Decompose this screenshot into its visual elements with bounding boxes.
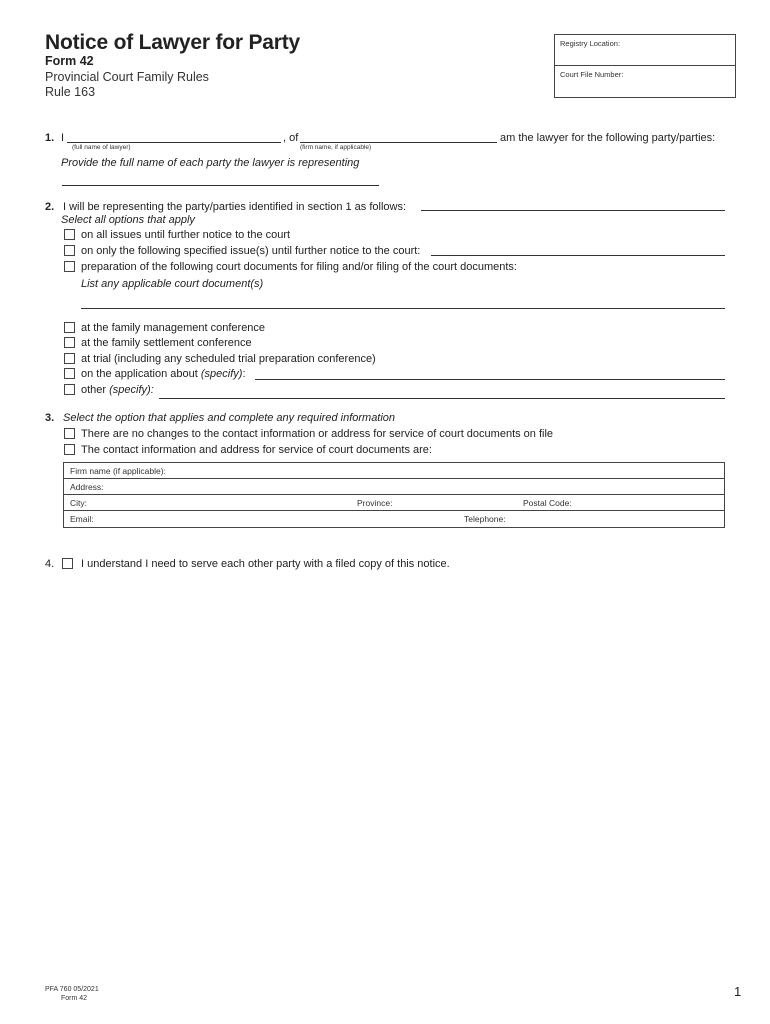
lawyer-name-caption: (full name of lawyer) [72, 144, 131, 151]
city-row[interactable] [64, 495, 724, 511]
postal-code-label: Postal Code: [523, 498, 572, 508]
settlement-conference-checkbox[interactable] [64, 337, 75, 348]
application-label: on the application about (specify): [81, 368, 246, 380]
section-1-number: 1. [45, 132, 55, 144]
telephone-label: Telephone: [464, 514, 506, 524]
address-label: Address: [70, 482, 104, 492]
contact-info-table [63, 462, 725, 528]
footer-code: PFA 760 05/2021 [45, 986, 99, 993]
other-label: other (specify): [81, 384, 154, 396]
specified-issues-checkbox[interactable] [64, 245, 75, 256]
management-conference-checkbox[interactable] [64, 322, 75, 333]
section-1-of: , of [283, 132, 299, 144]
section-1-lead: I [61, 132, 65, 144]
other-checkbox[interactable] [64, 384, 75, 395]
section-2-text: I will be representing the party/parties identified in section 1 as follows: [63, 201, 407, 213]
lawyer-name-field[interactable] [67, 131, 281, 143]
court-documents-label: preparation of the following court documents for filing and/or filing of the court documents: [81, 261, 517, 273]
section-2-field[interactable] [421, 199, 725, 211]
court-documents-checkbox[interactable] [64, 261, 75, 272]
trial-checkbox[interactable] [64, 353, 75, 364]
section-1-instruction: Provide the full name of each party the lawyer is representing [61, 157, 360, 169]
all-issues-label: on all issues until further notice to the court [81, 229, 291, 241]
registry-box [554, 34, 736, 98]
section-3-number: 3. [45, 412, 55, 424]
court-documents-instruction: List any applicable court document(s) [81, 278, 264, 290]
other-field[interactable] [159, 387, 725, 399]
registry-location-field[interactable]: Registry Location: [555, 35, 735, 66]
address-row[interactable] [64, 479, 724, 495]
contact-info-label: The contact information and address for service of court documents are: [81, 444, 432, 456]
management-conference-label: at the family management conference [81, 322, 266, 334]
form-subtitle: Provincial Court Family Rules [45, 70, 209, 84]
firm-name-label: Firm name (if applicable): [70, 466, 166, 476]
city-label: City: [70, 498, 87, 508]
form-number: Form 42 [45, 54, 94, 68]
firm-name-field[interactable] [300, 131, 497, 143]
court-file-number-field[interactable]: Court File Number: [560, 70, 624, 79]
section-1-tail: am the lawyer for the following party/parties: [500, 132, 716, 144]
serve-notice-label: I understand I need to serve each other party with a filed copy of this notice. [81, 558, 450, 570]
contact-info-checkbox[interactable] [64, 444, 75, 455]
application-field[interactable] [255, 368, 725, 380]
no-changes-label: There are no changes to the contact information or address for service of court documents on file [81, 428, 554, 440]
specified-issues-field[interactable] [431, 244, 725, 256]
form-rule: Rule 163 [45, 85, 96, 99]
section-2-number: 2. [45, 201, 55, 213]
serve-notice-checkbox[interactable] [62, 558, 73, 569]
settlement-conference-label: at the family settlement conference [81, 337, 252, 349]
form-title: Notice of Lawyer for Party [45, 31, 301, 54]
party-names-field[interactable] [62, 174, 379, 186]
no-changes-checkbox[interactable] [64, 428, 75, 439]
specified-issues-label: on only the following specified issue(s) until further notice to the court: [81, 245, 421, 257]
page-number: 1 [734, 984, 742, 999]
trial-label: at trial (including any scheduled trial preparation conference) [81, 353, 376, 365]
firm-name-row[interactable] [64, 463, 724, 479]
email-label: Email: [70, 514, 94, 524]
section-2-instruction: Select all options that apply [61, 214, 195, 226]
province-label: Province: [357, 498, 393, 508]
firm-name-caption: (firm name, if applicable) [300, 144, 372, 151]
application-checkbox[interactable] [64, 368, 75, 379]
footer-form: Form 42 [61, 995, 88, 1002]
all-issues-checkbox[interactable] [64, 229, 75, 240]
email-row[interactable] [64, 511, 724, 527]
court-documents-field[interactable] [81, 297, 725, 309]
section-4-number: 4. [45, 558, 55, 570]
section-3-instruction: Select the option that applies and complete any required information [63, 412, 396, 424]
